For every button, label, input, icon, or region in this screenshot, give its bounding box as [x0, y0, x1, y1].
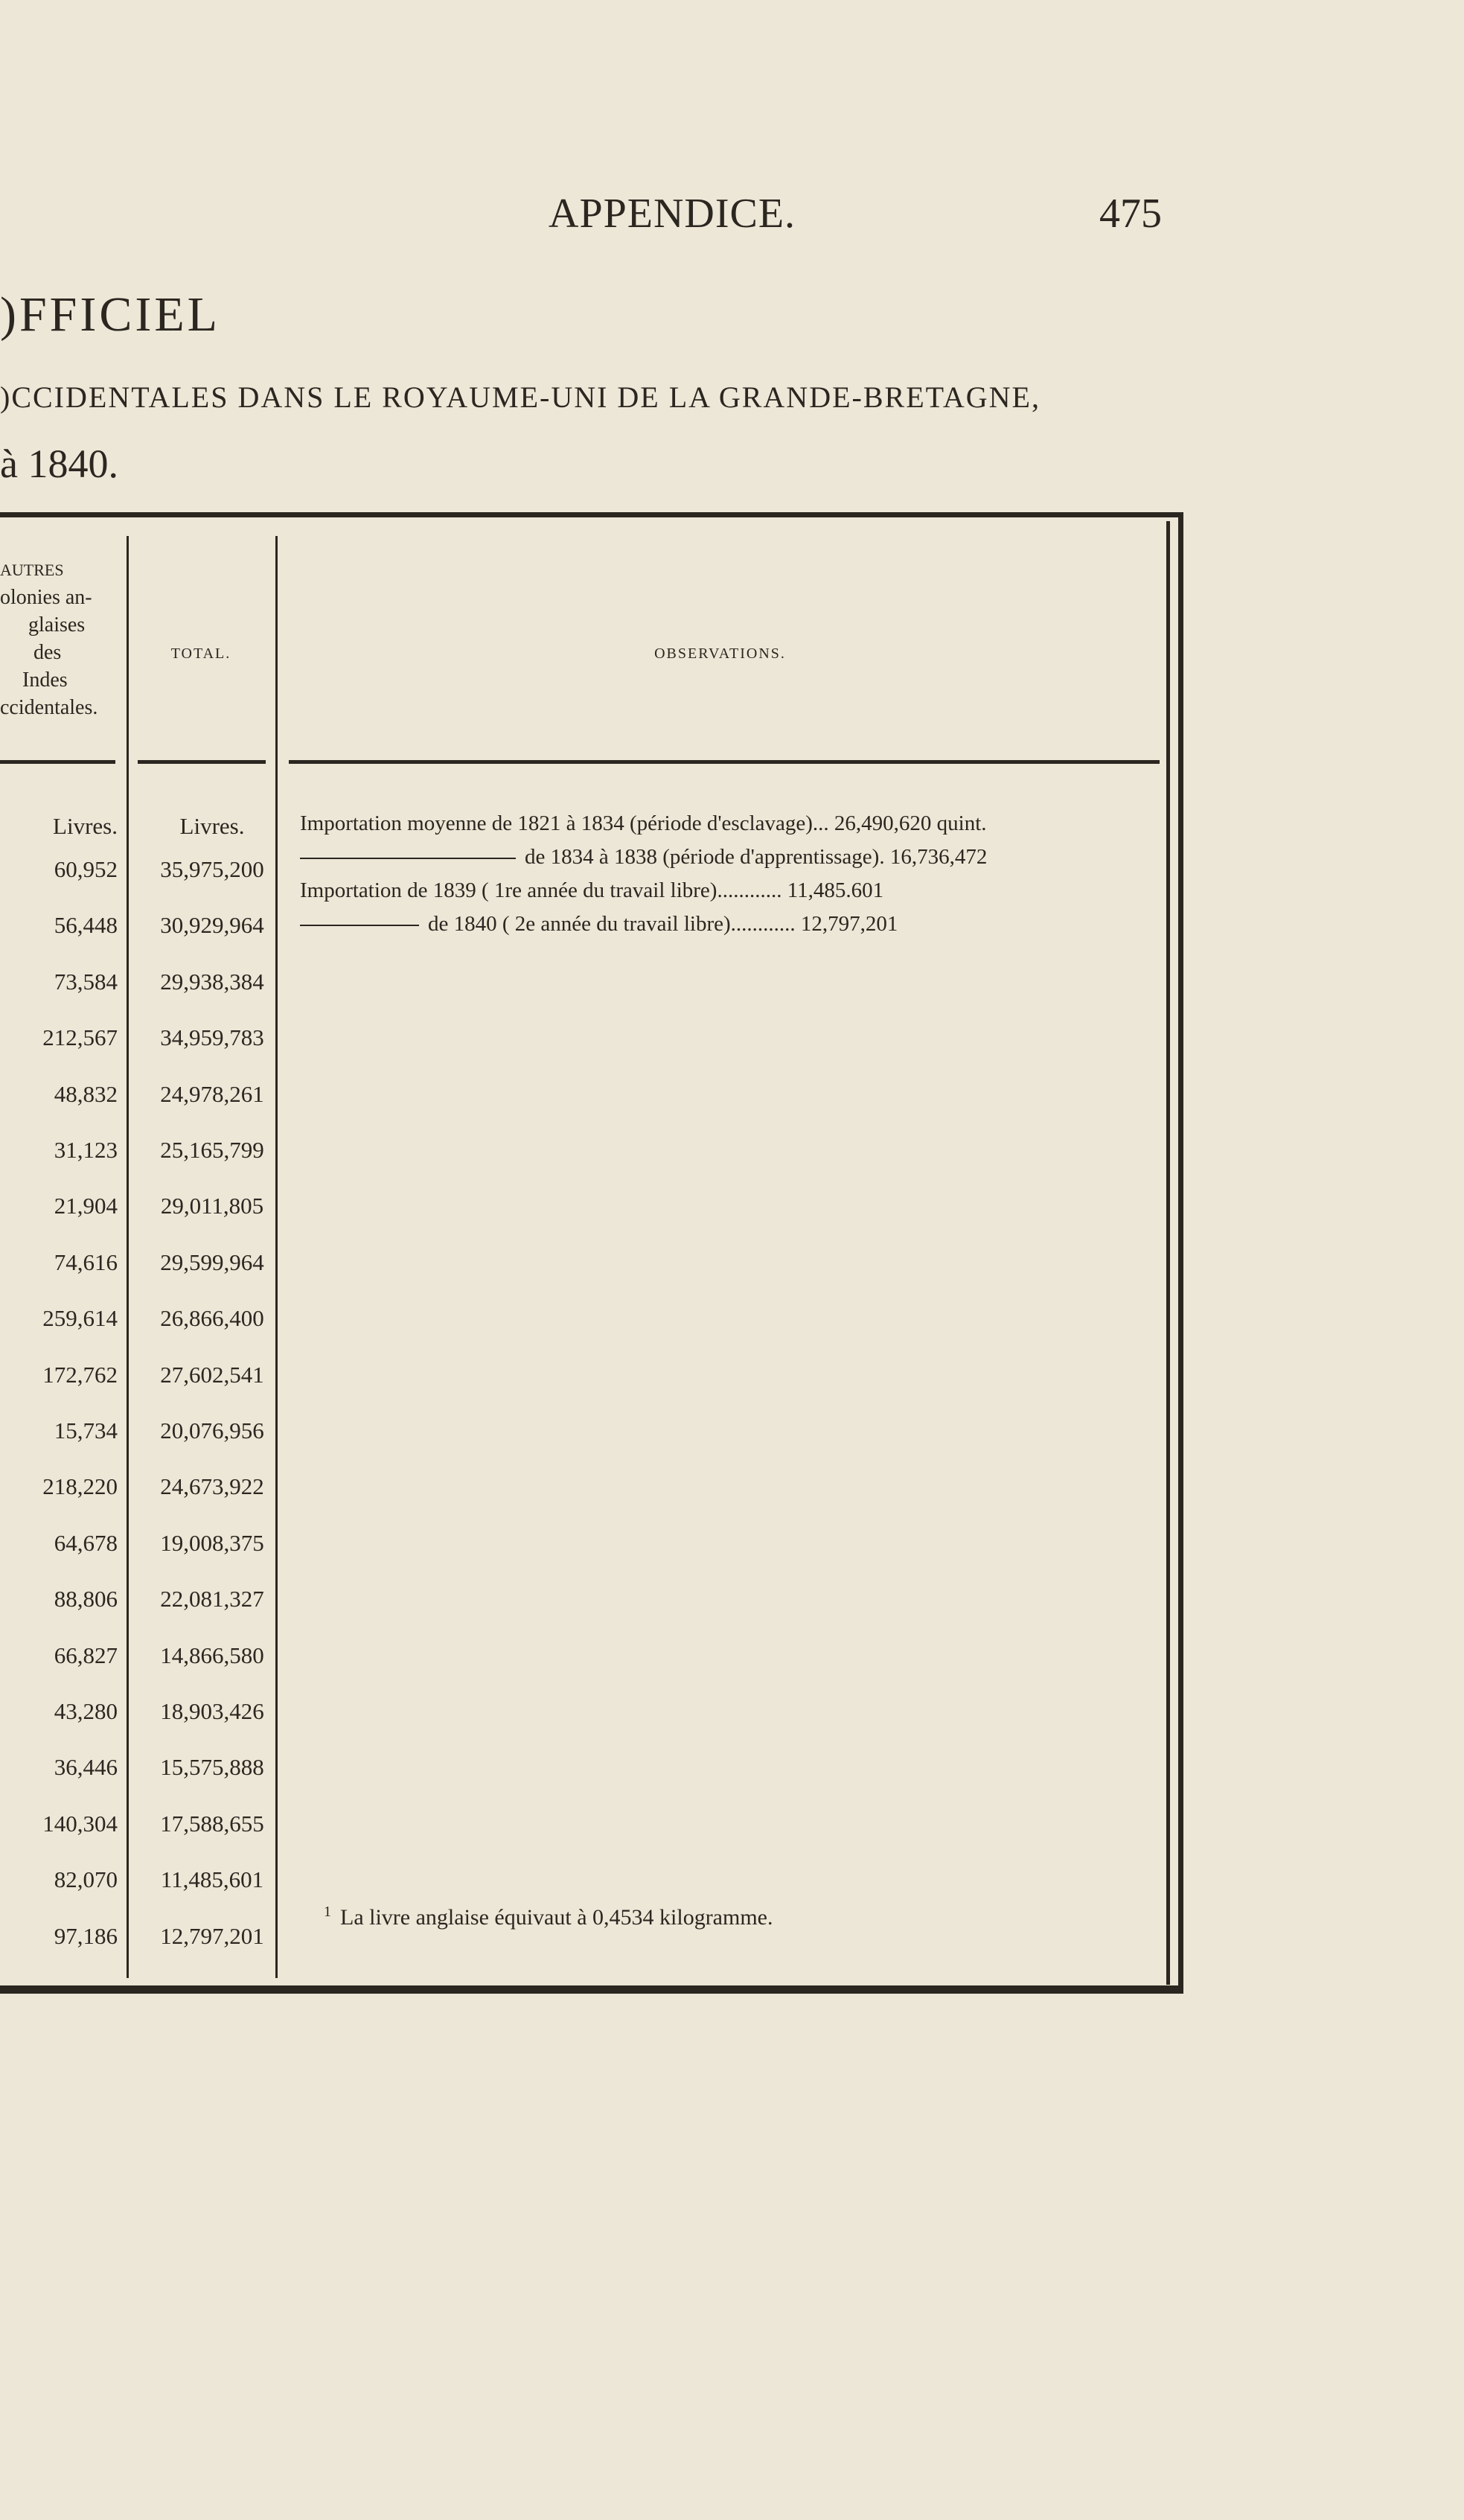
cell-total: 12,797,201: [160, 1923, 264, 1949]
cell-autres-colonies: 259,614: [42, 1305, 118, 1331]
cell-autres-colonies: 15,734: [54, 1417, 118, 1444]
cell-autres-colonies: 172,762: [42, 1362, 118, 1388]
header-autres-line: AUTRES: [0, 561, 64, 579]
header-rule: [0, 760, 115, 764]
cell-autres-colonies: 64,678: [54, 1530, 118, 1556]
cell-autres-colonies: 73,584: [54, 969, 118, 995]
cell-autres-colonies: 43,280: [54, 1698, 118, 1724]
header-autres-line: Indes: [22, 669, 68, 692]
cell-total: 26,866,400: [160, 1305, 264, 1331]
cell-autres-colonies: 212,567: [42, 1024, 118, 1050]
cell-total: 22,081,327: [160, 1586, 264, 1612]
cell-total: 17,588,655: [160, 1811, 264, 1837]
cell-autres-colonies: 48,832: [54, 1081, 118, 1107]
header-total: TOTAL.: [170, 645, 231, 662]
cell-total: 20,076,956: [160, 1417, 264, 1444]
footnote-text: La livre anglaise équivaut à 0,4534 kilogramme.: [340, 1905, 773, 1930]
header-autres-line: des: [33, 641, 62, 664]
cell-autres-colonies: 88,806: [54, 1586, 118, 1612]
observation-text: Importation moyenne de 1821 à 1834 (période d'esclavage)... 26,490,620 quint.: [300, 811, 987, 835]
cell-total: 14,866,580: [160, 1642, 264, 1668]
cell-total: 35,975,200: [160, 856, 264, 882]
cell-total: 11,485,601: [160, 1866, 264, 1892]
header-rule: [138, 760, 266, 764]
running-head: APPENDICE.: [549, 191, 796, 237]
title-subtitle: )CCIDENTALES DANS LE ROYAUME-UNI DE LA GRANDE-BRETAGNE,: [0, 380, 1041, 414]
unit-autres: Livres.: [53, 813, 118, 839]
observation-line: [300, 845, 987, 870]
cell-autres-colonies: 140,304: [42, 1811, 118, 1837]
observation-line: [300, 811, 987, 836]
cell-total: 27,602,541: [160, 1362, 264, 1388]
page-number: 475: [1099, 191, 1162, 237]
cell-autres-colonies: 82,070: [54, 1866, 118, 1892]
header-autres-line: ccidentales.: [0, 696, 98, 719]
cell-autres-colonies: 97,186: [54, 1923, 118, 1949]
cell-autres-colonies: 31,123: [54, 1137, 118, 1163]
header-autres-line: glaises: [28, 613, 86, 637]
cell-autres-colonies: 56,448: [54, 912, 118, 938]
cell-total: 15,575,888: [160, 1754, 264, 1780]
column-divider: [1166, 521, 1170, 1985]
observation-text: de 1840 ( 2e année du travail libre)............ 12,797,201: [428, 912, 898, 936]
cell-total: 24,673,922: [160, 1473, 264, 1499]
cell-autres-colonies: 74,616: [54, 1249, 118, 1275]
observation-text: de 1834 à 1838 (période d'apprentissage). 16,736,472: [525, 845, 988, 869]
header-autres-colonies: [0, 556, 127, 721]
cell-total: 24,978,261: [160, 1081, 264, 1107]
observation-text: Importation de 1839 ( 1re année du travail libre)............ 11,485.601: [300, 878, 884, 902]
page-header: [0, 190, 1464, 249]
column-divider: [127, 536, 129, 1978]
cell-total: 29,938,384: [160, 969, 264, 995]
cell-total: 29,599,964: [160, 1249, 264, 1275]
cell-autres-colonies: 36,446: [54, 1754, 118, 1780]
header-autres-line: olonies an-: [0, 586, 92, 609]
ditto-dash: [300, 858, 516, 859]
cell-total: 30,929,964: [160, 912, 264, 938]
data-table: [0, 512, 1183, 1994]
cell-autres-colonies: 218,220: [42, 1473, 118, 1499]
footnote-mark: 1: [324, 1904, 331, 1920]
header-observations: OBSERVATIONS.: [654, 645, 786, 662]
footnote: [324, 1904, 773, 1930]
unit-total: Livres.: [179, 813, 245, 839]
title-main: )FFICIEL: [0, 287, 220, 342]
header-rule: [289, 760, 1160, 764]
title-years: à 1840.: [0, 441, 118, 486]
cell-total: 25,165,799: [160, 1137, 264, 1163]
observation-line: [300, 912, 898, 937]
cell-autres-colonies: 66,827: [54, 1642, 118, 1668]
cell-autres-colonies: 60,952: [54, 856, 118, 882]
cell-autres-colonies: 21,904: [54, 1193, 118, 1219]
observation-line: [300, 878, 883, 903]
cell-total: 29,011,805: [160, 1193, 264, 1219]
cell-total: 19,008,375: [160, 1530, 264, 1556]
ditto-dash: [300, 925, 419, 926]
cell-total: 18,903,426: [160, 1698, 264, 1724]
cell-total: 34,959,783: [160, 1024, 264, 1050]
bottom-rule: [0, 1985, 1183, 1988]
